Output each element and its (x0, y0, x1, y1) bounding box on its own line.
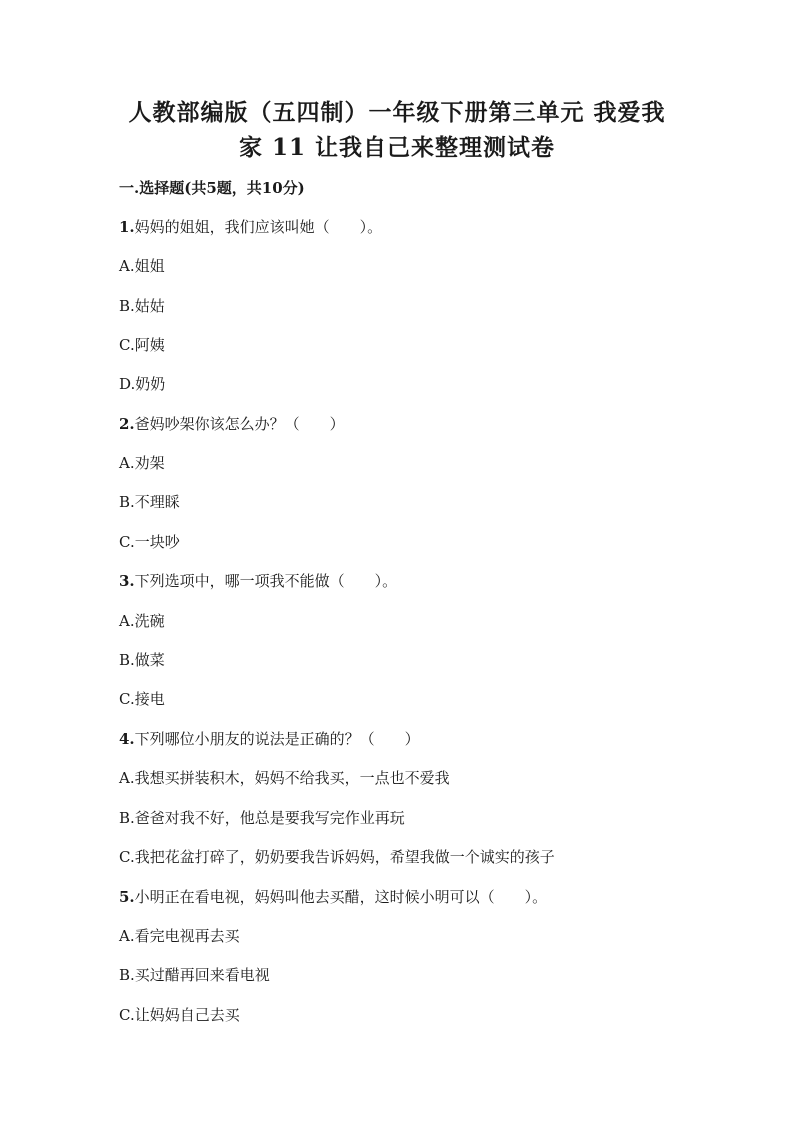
question-5-option-c (119, 1005, 240, 1025)
question-number: 5. (119, 888, 135, 906)
question-number: 2. (119, 415, 135, 433)
option-text: 接电 (134, 690, 165, 708)
question-2 (119, 414, 345, 434)
page-title-line-1: 人教部编版（五四制）一年级下册第三单元 我爱我 (128, 99, 666, 126)
section-heading: 一.选择题(共5题，共10分) (119, 179, 305, 197)
question-text: 下列选项中，哪一项我不能做（ ）。 (134, 572, 398, 590)
option-text: 爸爸对我不好，他总是要我写完作业再玩 (134, 809, 405, 827)
option-letter: A. (119, 257, 135, 275)
question-number: 3. (119, 572, 135, 590)
question-2-option-b (119, 492, 180, 512)
question-1 (119, 217, 382, 237)
question-5-option-b (119, 965, 270, 985)
question-4 (119, 729, 420, 749)
option-letter: B. (119, 493, 135, 511)
question-3-option-b (119, 650, 165, 670)
option-letter: B. (119, 966, 135, 984)
question-3 (119, 571, 397, 591)
option-text: 姐姐 (134, 257, 165, 275)
question-1-option-d (119, 374, 165, 394)
question-2-option-a (119, 453, 165, 473)
question-5 (119, 887, 547, 907)
question-3-option-c (119, 689, 165, 709)
question-3-option-a (119, 611, 165, 631)
question-4-option-c (119, 847, 555, 867)
option-text: 看完电视再去买 (134, 927, 240, 945)
question-number: 1. (119, 218, 135, 236)
option-text: 劝架 (134, 454, 165, 472)
question-1-option-a (119, 256, 165, 276)
option-text: 洗碗 (134, 612, 165, 630)
option-letter: A. (119, 927, 135, 945)
option-text: 一块吵 (134, 533, 180, 551)
option-letter: A. (119, 612, 135, 630)
option-text: 我想买拼装积木，妈妈不给我买，一点也不爱我 (134, 769, 450, 787)
question-text: 小明正在看电视，妈妈叫他去买醋，这时候小明可以（ ）。 (134, 888, 548, 906)
option-text: 我把花盆打碎了，奶奶要我告诉妈妈，希望我做一个诚实的孩子 (134, 848, 555, 866)
option-letter: B. (119, 809, 135, 827)
question-text: 妈妈的姐姐，我们应该叫她（ ）。 (134, 218, 383, 236)
option-text: 买过醋再回来看电视 (134, 966, 270, 984)
option-letter: D. (119, 375, 136, 393)
option-text: 不理睬 (134, 493, 180, 511)
option-letter: B. (119, 297, 135, 315)
option-text: 姑姑 (134, 297, 165, 315)
option-text: 让妈妈自己去买 (134, 1006, 240, 1024)
option-letter: C. (119, 1006, 135, 1024)
option-text: 做菜 (134, 651, 165, 669)
question-text: 爸妈吵架你该怎么办？（ ） (134, 415, 345, 433)
option-text: 奶奶 (135, 375, 166, 393)
page-title-line-2: 家 11 让我自己来整理测试卷 (238, 134, 556, 161)
option-letter: C. (119, 848, 135, 866)
question-1-option-b (119, 296, 165, 316)
question-5-option-a (119, 926, 240, 946)
option-letter: A. (119, 769, 135, 787)
question-1-option-c (119, 335, 165, 355)
option-letter: C. (119, 533, 135, 551)
option-letter: B. (119, 651, 135, 669)
question-number: 4. (119, 730, 135, 748)
question-text: 下列哪位小朋友的说法是正确的？（ ） (134, 730, 420, 748)
option-text: 阿姨 (134, 336, 165, 354)
question-2-option-c (119, 532, 180, 552)
option-letter: C. (119, 690, 135, 708)
question-4-option-a (119, 768, 450, 788)
option-letter: C. (119, 336, 135, 354)
question-4-option-b (119, 808, 405, 828)
option-letter: A. (119, 454, 135, 472)
